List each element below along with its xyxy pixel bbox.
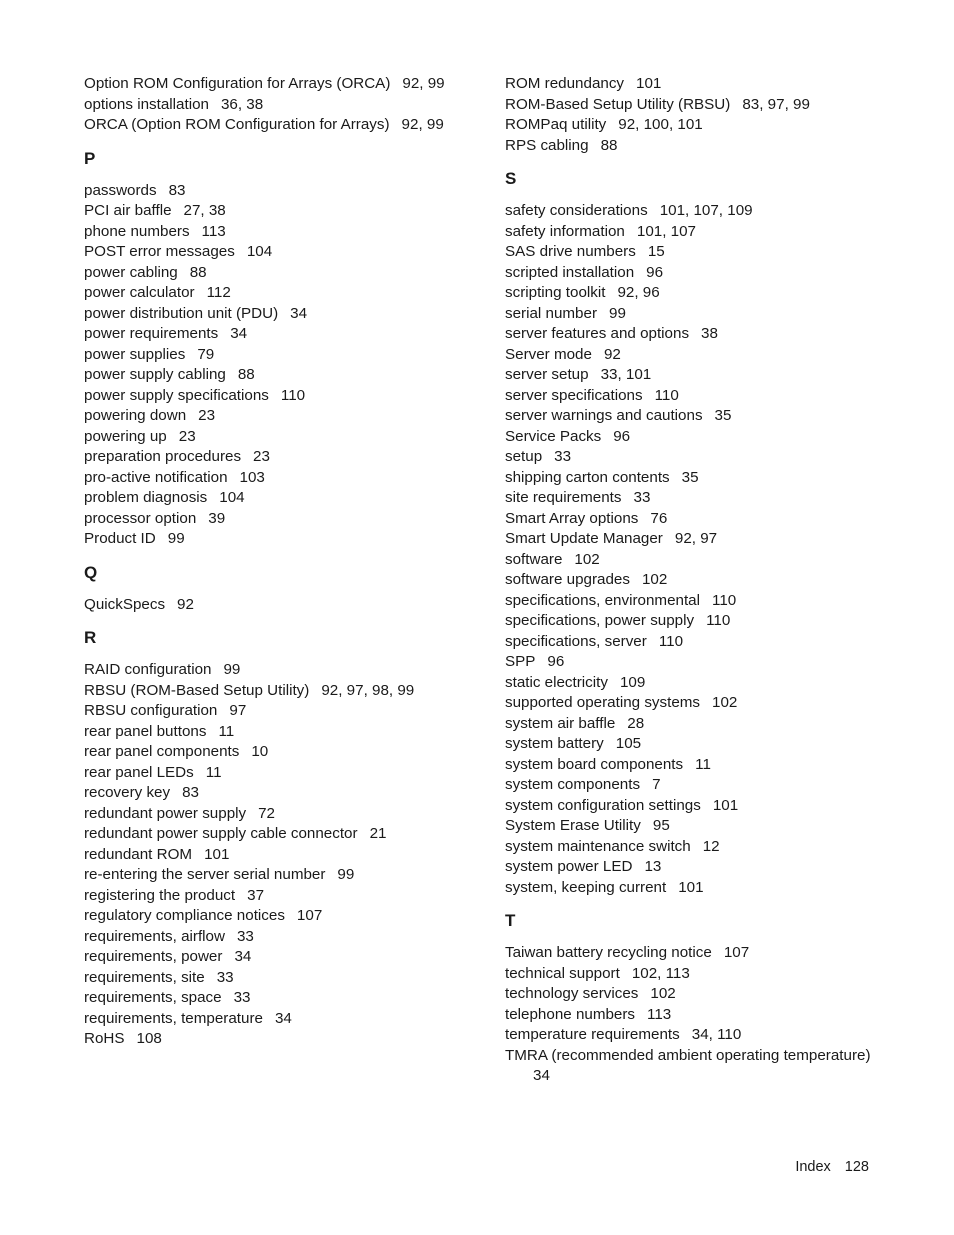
index-entry: [505, 488, 885, 509]
index-page-refs: 83, 97, 99: [742, 95, 810, 113]
index-page-refs: 102: [650, 985, 676, 1002]
index-page-refs: 113: [201, 222, 226, 240]
index-term: Server mode: [505, 345, 592, 363]
index-page-refs: 92, 97, 98, 99: [321, 681, 415, 699]
index-entry: [84, 509, 464, 530]
index-entry: [84, 74, 464, 95]
index-entry: [84, 763, 464, 784]
index-page-refs: 105: [615, 735, 642, 752]
index-page-refs: 97: [229, 702, 247, 719]
index-page-refs: 110: [658, 632, 684, 650]
index-entry: [505, 816, 885, 837]
index-term: system maintenance switch: [505, 837, 691, 855]
index-entry: [84, 529, 464, 550]
index-term: Taiwan battery recycling notice: [505, 944, 712, 961]
index-term: safety considerations: [505, 202, 648, 219]
index-term: site requirements: [505, 489, 622, 506]
index-page-refs: 39: [208, 509, 226, 527]
index-entry: [505, 755, 885, 776]
index-entry: [505, 242, 885, 263]
index-page-refs: 102, 113: [631, 964, 690, 982]
index-term: System Erase Utility: [505, 817, 641, 834]
index-term: re-entering the server serial number: [84, 866, 326, 883]
index-page-refs: 11: [695, 755, 711, 773]
index-page-refs: 83: [182, 784, 199, 801]
index-page-refs: 38: [701, 325, 718, 342]
index-entry: [84, 283, 464, 304]
index-page-refs: 34: [290, 304, 308, 322]
index-page-refs: 88: [189, 263, 207, 281]
index-entry: [505, 201, 885, 222]
index-page-refs: 96: [547, 653, 565, 670]
index-page-refs: 88: [237, 366, 255, 383]
footer-section-label: Index: [795, 1159, 831, 1175]
index-term: system battery: [505, 735, 604, 752]
index-entry: [505, 447, 885, 468]
index-page-refs: 112: [206, 284, 231, 301]
index-entry: [84, 304, 464, 325]
index-entry: [505, 283, 885, 304]
index-letter-heading: S: [505, 169, 517, 188]
index-page-refs: 79: [197, 345, 215, 363]
index-term: powering up: [84, 427, 167, 445]
index-entry: [505, 304, 885, 325]
index-entry: [84, 927, 464, 948]
index-page-refs: 33: [236, 927, 254, 945]
index-term: system board components: [505, 755, 684, 773]
index-entry: [84, 595, 464, 616]
index-term: RPS cabling: [505, 136, 589, 154]
index-page-refs: 96: [613, 427, 631, 445]
index-entry: [84, 201, 464, 222]
index-entry: [505, 693, 885, 714]
index-term: RAID configuration: [84, 661, 212, 678]
index-entry: [84, 865, 464, 886]
index-entry: [84, 845, 464, 866]
index-entry: [84, 324, 464, 345]
index-page-refs: 12: [702, 837, 720, 855]
index-group: [505, 169, 885, 898]
index-term: ROMPaq utility: [505, 116, 607, 133]
index-entry: [505, 427, 885, 448]
index-group: [505, 911, 885, 1087]
index-entry: [84, 115, 464, 136]
index-term: safety information: [505, 222, 625, 240]
index-entry: [84, 804, 464, 825]
page-footer: [795, 1157, 869, 1177]
index-term: Option ROM Configuration for Arrays (ORCA): [84, 75, 391, 92]
index-page-refs: 102: [574, 550, 600, 568]
index-entry: [505, 714, 885, 735]
index-term: redundant power supply cable connector: [84, 825, 358, 842]
index-page-refs: 11: [218, 722, 235, 740]
index-entry: [505, 529, 885, 550]
index-page-refs: 104: [246, 243, 273, 260]
index-entry: [84, 947, 464, 968]
index-term: system configuration settings: [505, 796, 701, 814]
index-term: Service Packs: [505, 427, 602, 445]
index-page-refs: 108: [136, 1030, 162, 1047]
index-page-refs: 36, 38: [220, 95, 264, 113]
index-term: SAS drive numbers: [505, 243, 636, 260]
index-term: server specifications: [505, 386, 643, 404]
index-term: system power LED: [505, 858, 633, 875]
index-term: passwords: [84, 181, 157, 199]
index-term: QuickSpecs: [84, 595, 166, 613]
index-entry: [84, 386, 464, 407]
index-entry: [505, 324, 885, 345]
index-entry: [505, 984, 885, 1005]
index-term: rear panel LEDs: [84, 763, 194, 781]
index-term: RBSU configuration: [84, 702, 218, 719]
index-entry: [84, 1029, 464, 1050]
index-entry: [505, 345, 885, 366]
index-entry: [84, 447, 464, 468]
index-entry: [84, 95, 464, 116]
index-entry: [84, 181, 464, 202]
index-entry: [84, 660, 464, 681]
index-term: requirements, space: [84, 989, 222, 1006]
index-term: ROM-Based Setup Utility (RBSU): [505, 95, 731, 113]
index-term: RoHS: [84, 1030, 125, 1047]
index-page-refs: 88: [600, 136, 618, 154]
index-page-refs: 96: [646, 263, 664, 281]
index-term: recovery key: [84, 784, 171, 801]
index-entry: [505, 775, 885, 796]
index-page-refs: 33: [216, 968, 234, 986]
index-entry: [84, 345, 464, 366]
index-term: ORCA (Option ROM Configuration for Arrays): [84, 116, 390, 133]
index-entry: [505, 734, 885, 755]
index-entry: [84, 427, 464, 448]
index-page-refs: 72: [258, 804, 276, 822]
index-page-refs: 92: [603, 345, 621, 363]
index-page-refs: 34: [230, 325, 248, 342]
index-page-refs: 102: [712, 694, 738, 711]
index-page-refs: 23: [253, 448, 270, 465]
index-term: software upgrades: [505, 571, 630, 588]
index-term: software: [505, 550, 563, 568]
index-term: power requirements: [84, 325, 219, 342]
index-term: supported operating systems: [505, 694, 701, 711]
index-term: specifications, power supply: [505, 612, 695, 629]
index-entry: [505, 878, 885, 899]
index-page-refs: 7: [652, 776, 661, 793]
index-term: serial number: [505, 304, 598, 322]
index-page-refs: 110: [280, 386, 306, 404]
index-page-refs: 13: [644, 858, 662, 875]
index-page-refs: 92, 99: [402, 75, 445, 92]
index-entry: [505, 365, 885, 386]
index-entry: [505, 570, 885, 591]
index-term: power calculator: [84, 284, 195, 301]
index-term: power supply specifications: [84, 386, 269, 404]
index-page-refs: 23: [178, 427, 196, 445]
index-entry: [505, 263, 885, 284]
index-term: specifications, server: [505, 632, 647, 650]
index-group: [505, 74, 885, 156]
index-entry: [84, 406, 464, 427]
index-entry: [505, 964, 885, 985]
index-page-refs: 103: [239, 468, 265, 486]
index-page-refs: 99: [337, 866, 355, 883]
index-term: system air baffle: [505, 714, 616, 732]
index-entry: [84, 488, 464, 509]
index-page-refs: 107: [296, 907, 323, 924]
index-letter-heading: T: [505, 911, 516, 930]
index-group: [84, 149, 464, 550]
index-entry: [84, 722, 464, 743]
index-term: server features and options: [505, 325, 690, 342]
index-term: options installation: [84, 95, 209, 113]
index-page-refs: 15: [647, 243, 665, 260]
index-page-refs: 33, 101: [600, 366, 652, 383]
index-page-refs: 92, 99: [401, 116, 444, 133]
index-page-refs: 34: [274, 1009, 292, 1027]
index-page-refs: 27, 38: [183, 202, 226, 219]
index-entry: [84, 263, 464, 284]
index-term: TMRA (recommended ambient operating temperature): [505, 1046, 871, 1064]
index-term: redundant power supply: [84, 804, 247, 822]
index-page-refs: 35: [714, 407, 732, 424]
index-entry: [84, 242, 464, 263]
index-page-refs: 33: [554, 448, 572, 465]
index-page-refs: 37: [247, 886, 265, 904]
index-page-refs: 101, 107, 109: [659, 202, 753, 219]
index-entry: [84, 988, 464, 1009]
index-term: technology services: [505, 985, 639, 1002]
index-entry: [505, 1046, 885, 1087]
index-term: requirements, temperature: [84, 1009, 263, 1027]
index-entry: [84, 468, 464, 489]
index-term: SPP: [505, 653, 536, 670]
index-entry: [505, 468, 885, 489]
index-term: specifications, environmental: [505, 591, 701, 609]
index-entry: [505, 632, 885, 653]
index-entry: [505, 837, 885, 858]
index-term: static electricity: [505, 673, 608, 691]
index-entry: [84, 1009, 464, 1030]
index-term: power cabling: [84, 263, 178, 281]
index-term: server warnings and cautions: [505, 407, 703, 424]
index-term: registering the product: [84, 886, 236, 904]
index-term: regulatory compliance notices: [84, 907, 285, 924]
index-page-refs: 102: [641, 571, 668, 588]
index-term: power distribution unit (PDU): [84, 304, 279, 322]
index-term: preparation procedures: [84, 448, 242, 465]
index-term: requirements, power: [84, 948, 223, 965]
index-term: setup: [505, 448, 543, 465]
index-term: pro-active notification: [84, 468, 228, 486]
index-entry: [505, 652, 885, 673]
index-term: system components: [505, 776, 641, 793]
index-page-refs: 99: [223, 661, 241, 678]
index-page-refs: 101: [712, 796, 739, 814]
index-term: requirements, airflow: [84, 927, 225, 945]
index-page-refs: 34: [234, 948, 252, 965]
index-letter-heading: Q: [84, 562, 98, 582]
index-entry: [505, 509, 885, 530]
index-page-refs: 104: [219, 489, 245, 506]
index-entry: [84, 906, 464, 927]
index-group: [84, 628, 464, 1050]
index-entry: [505, 222, 885, 243]
index-page-refs: 23: [198, 407, 216, 424]
index-term: PCI air baffle: [84, 202, 172, 219]
index-page-refs: 110: [654, 386, 679, 404]
index-term: Smart Update Manager: [505, 530, 663, 547]
right-index-column: [505, 74, 885, 1087]
index-term: telephone numbers: [505, 1005, 636, 1023]
index-page-refs: 28: [627, 714, 645, 732]
index-entry: [505, 673, 885, 694]
index-term: RBSU (ROM-Based Setup Utility): [84, 681, 310, 699]
index-page-refs: 34, 110: [691, 1026, 742, 1043]
index-term: system, keeping current: [505, 878, 667, 896]
index-entry: [505, 406, 885, 427]
index-page-refs: 110: [706, 612, 731, 629]
index-page-refs: 109: [619, 673, 646, 691]
index-term: redundant ROM: [84, 845, 193, 863]
index-page-refs: 92: [177, 595, 194, 613]
index-page-refs: 99: [609, 304, 626, 322]
index-entry: [84, 681, 464, 702]
index-page-refs: 76: [650, 509, 668, 527]
index-entry: [505, 386, 885, 407]
index-letter-heading: P: [84, 148, 96, 168]
left-index-column: [84, 74, 464, 1050]
index-page-refs: 107: [723, 944, 750, 961]
index-page-refs: 92, 100, 101: [618, 116, 703, 133]
index-page-refs: 10: [251, 743, 269, 760]
index-entry: [84, 365, 464, 386]
index-term: requirements, site: [84, 968, 205, 986]
footer-page-number: 128: [844, 1159, 869, 1175]
index-entry: [84, 742, 464, 763]
index-letter-heading: R: [84, 628, 97, 647]
index-entry: [505, 857, 885, 878]
index-page-refs: 110: [712, 591, 737, 609]
index-entry: [84, 968, 464, 989]
index-entry: [505, 796, 885, 817]
index-page-refs: 101: [678, 878, 704, 896]
index-page-refs: 35: [681, 468, 699, 486]
index-page-refs: 92, 97: [674, 530, 718, 547]
index-page-refs: 101, 107: [636, 222, 696, 240]
index-group: [84, 563, 464, 616]
index-entry: [505, 74, 885, 95]
index-term: problem diagnosis: [84, 489, 208, 506]
index-term: shipping carton contents: [505, 468, 670, 486]
index-entry: [505, 591, 885, 612]
index-term: Smart Array options: [505, 509, 639, 527]
index-page-refs: 92, 96: [617, 284, 660, 301]
index-term: Product ID: [84, 530, 156, 547]
index-term: power supply cabling: [84, 366, 226, 383]
index-term: scripting toolkit: [505, 284, 606, 301]
index-term: POST error messages: [84, 243, 235, 260]
index-term: scripted installation: [505, 263, 635, 281]
index-term: server setup: [505, 366, 589, 383]
index-page-refs: 99: [167, 530, 185, 547]
index-term: power supplies: [84, 345, 186, 363]
index-term: ROM redundancy: [505, 75, 625, 92]
index-term: processor option: [84, 509, 197, 527]
index-entry: [84, 783, 464, 804]
index-page-refs: 33: [233, 989, 251, 1006]
index-page-refs: 21: [369, 825, 387, 842]
index-entry: [505, 943, 885, 964]
index-entry: [505, 1025, 885, 1046]
index-term: temperature requirements: [505, 1026, 680, 1043]
index-term: rear panel buttons: [84, 722, 207, 740]
index-page-refs: 33: [633, 489, 651, 506]
index-entry: [84, 701, 464, 722]
index-entry: [505, 136, 885, 157]
index-term: phone numbers: [84, 222, 190, 240]
index-entry: [84, 222, 464, 243]
index-page-refs: 113: [647, 1005, 672, 1023]
index-entry: [84, 824, 464, 845]
index-entry: [505, 550, 885, 571]
index-term: technical support: [505, 964, 620, 982]
index-group: [84, 74, 464, 136]
index-page-refs: 11: [205, 763, 222, 781]
index-page-refs: 101: [204, 845, 230, 863]
index-entry: [505, 611, 885, 632]
index-entry: [505, 1005, 885, 1026]
index-entry: [84, 886, 464, 907]
index-page-refs: 34: [533, 1067, 550, 1084]
index-term: rear panel components: [84, 743, 240, 760]
index-page-refs: 83: [168, 181, 186, 199]
index-entry: [505, 115, 885, 136]
index-page-refs: 95: [652, 817, 670, 834]
index-term: powering down: [84, 407, 187, 424]
index-entry: [505, 95, 885, 116]
index-page-refs: 101: [636, 75, 662, 92]
